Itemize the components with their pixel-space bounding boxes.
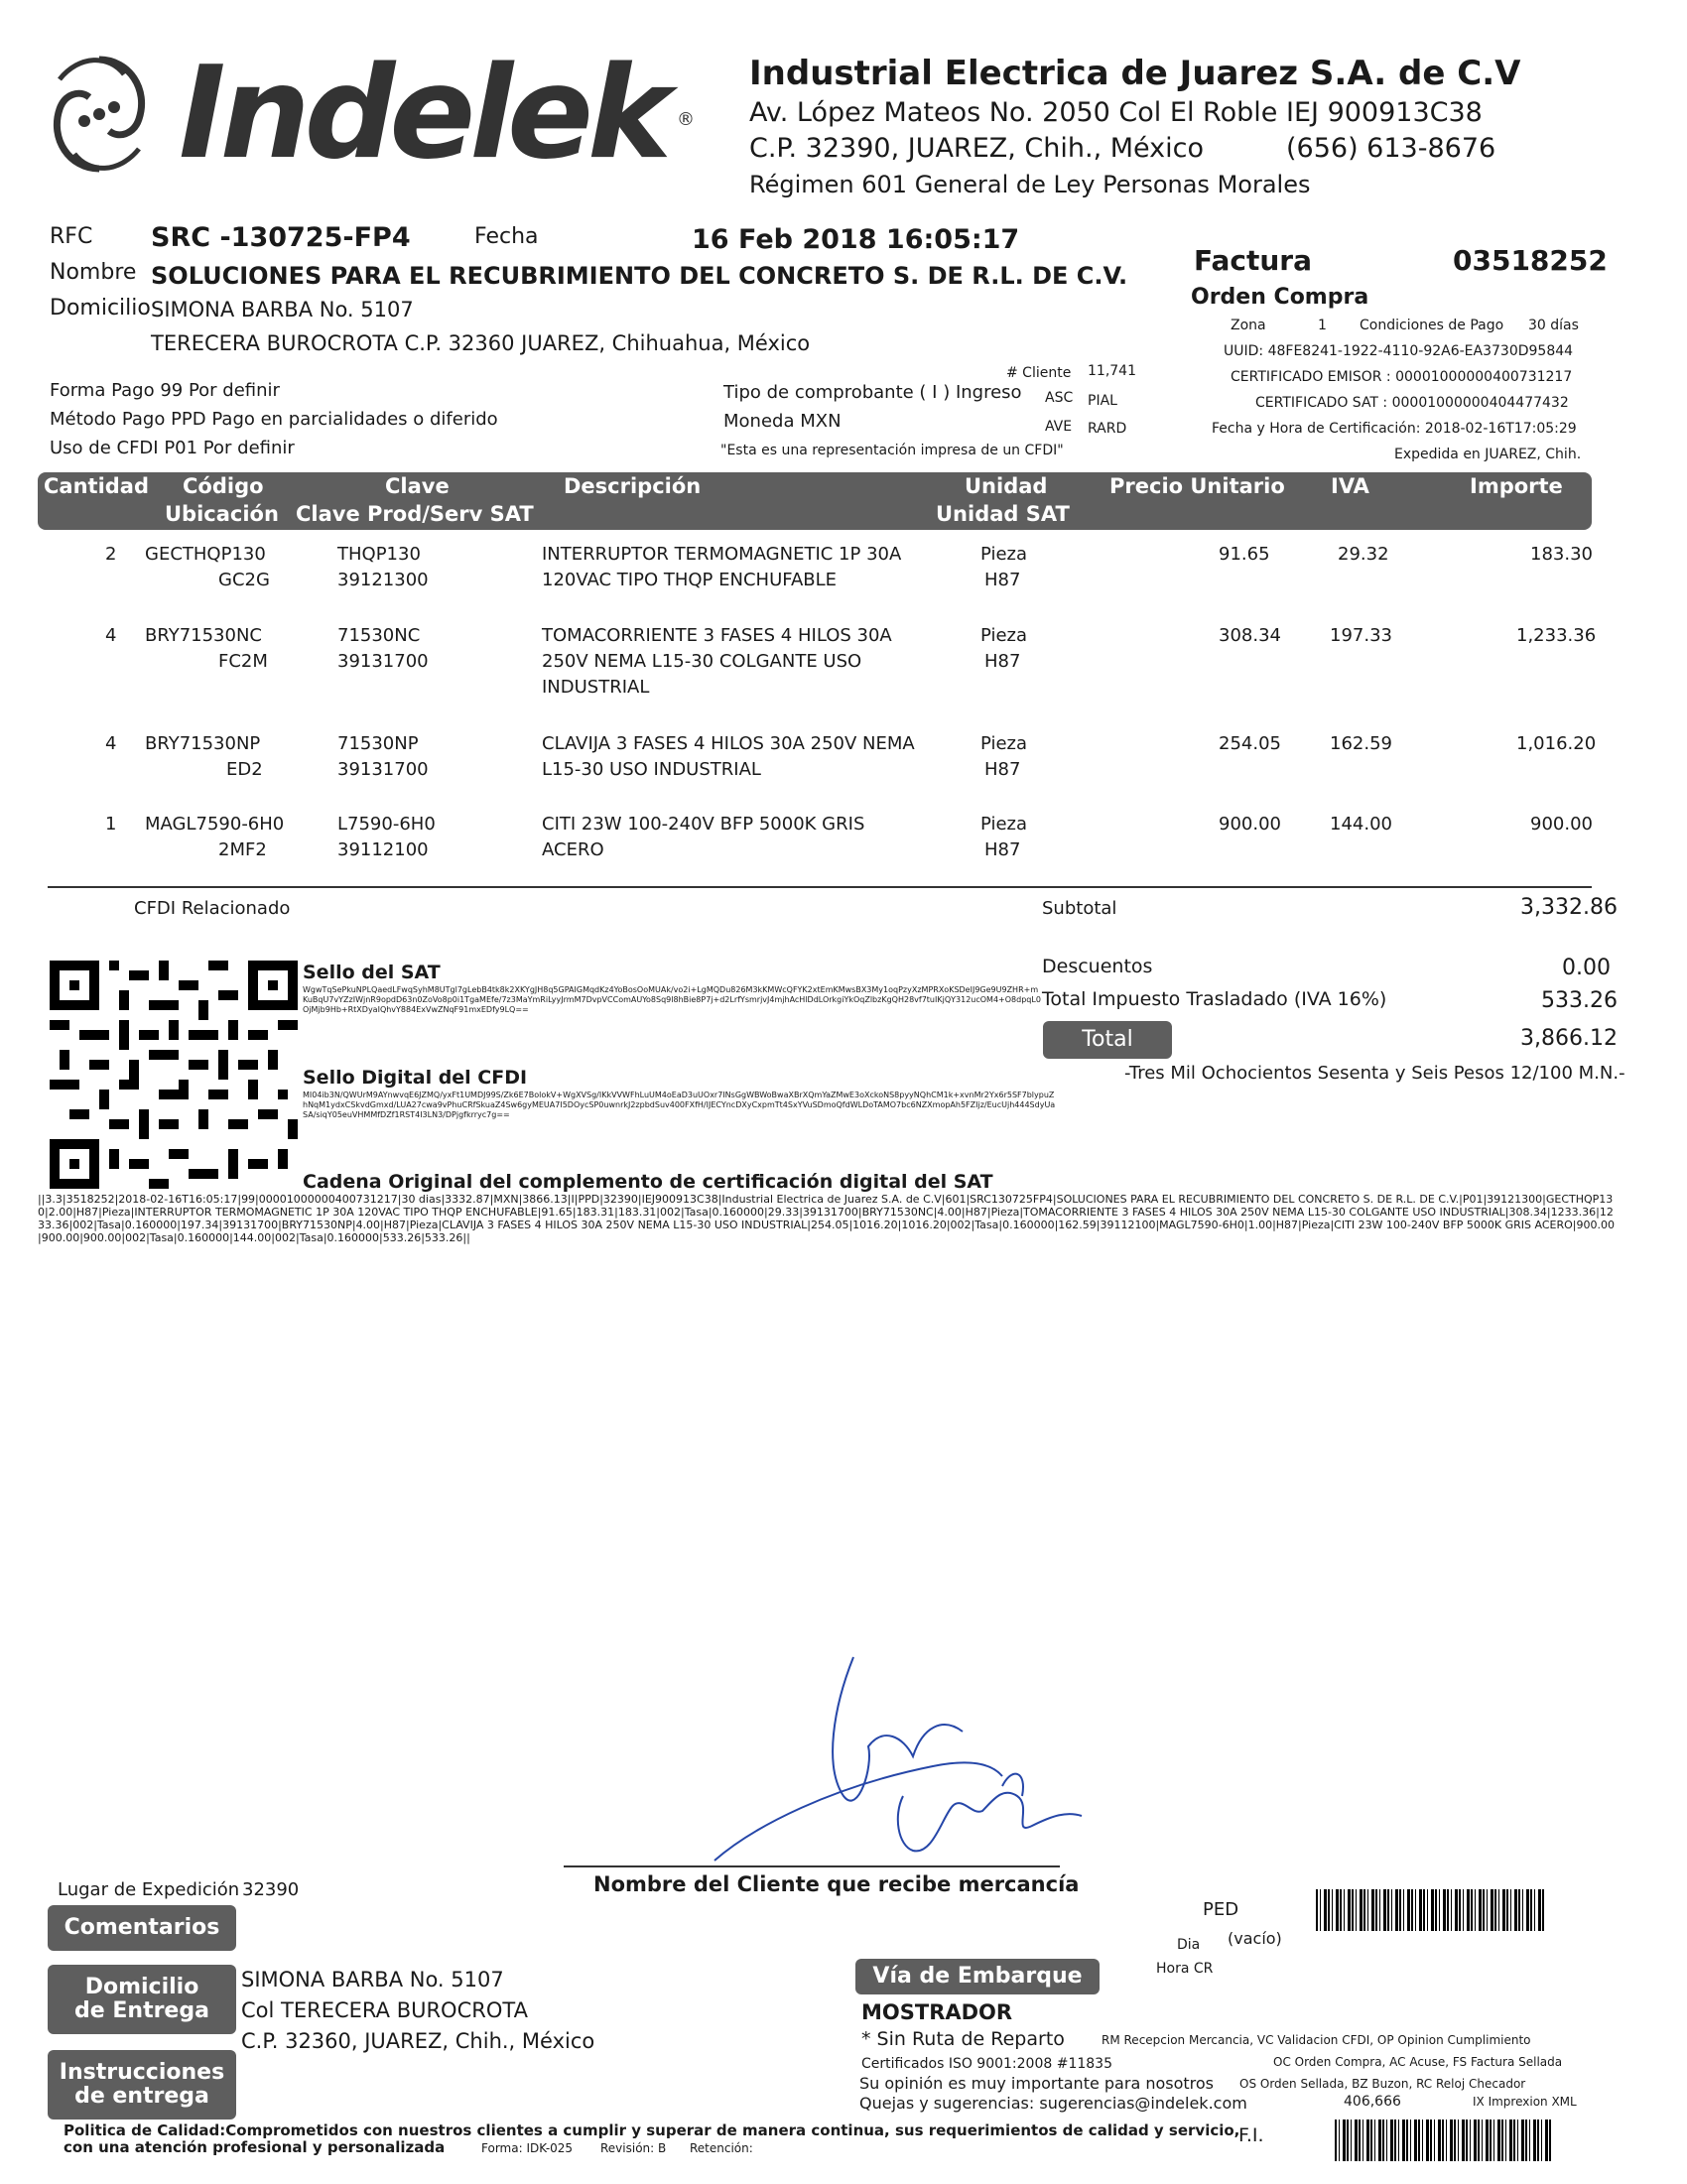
legend4: IX Imprexion XML (1473, 2095, 1577, 2109)
row-cantidad: 4 (105, 625, 117, 646)
cliente-recibe-label: Nombre del Cliente que recibe mercancía (593, 1872, 1080, 1896)
entrega-line3: C.P. 32360, JUAREZ, Chih., México (241, 2029, 595, 2053)
descuentos-label: Descuentos (1042, 956, 1153, 977)
quejas: Quejas y sugerencias: sugerencias@indelek.com (859, 2094, 1247, 2113)
cadena-label: Cadena Original del complemento de certificación digital del SAT (303, 1171, 993, 1193)
barcode-top (1316, 1889, 1546, 1931)
row-iva: 144.00 (1330, 814, 1392, 835)
vacio-value: (vacío) (1228, 1929, 1282, 1948)
row-clave: THQP130 (337, 544, 421, 565)
col-codigo: Código (183, 474, 264, 498)
row-importe: 183.30 (1530, 544, 1593, 565)
moneda: Moneda MXN (723, 411, 842, 432)
logo-wordmark: Indelek (179, 40, 666, 188)
row-cantidad: 2 (105, 544, 117, 565)
row-unidad: Pieza (980, 814, 1028, 835)
legend3: OS Orden Sellada, BZ Buzon, RC Reloj Checador (1239, 2077, 1526, 2091)
row-precio: 91.65 (1219, 544, 1270, 565)
nombre-label: Nombre (50, 260, 137, 285)
ave-value: RARD (1088, 421, 1127, 437)
hora-label: Hora CR (1156, 1961, 1214, 1977)
uso-cfdi: Uso de CFDI P01 Por definir (50, 438, 295, 458)
row-unidad: Pieza (980, 544, 1028, 565)
row-precio: 308.34 (1219, 625, 1281, 646)
lugar-value: 32390 (242, 1879, 300, 1900)
client-rfc: SRC -130725-FP4 (151, 222, 411, 253)
company-rfc: IEJ 900913C38 (1286, 97, 1483, 128)
client-name: SOLUCIONES PARA EL RECUBRIMIENTO DEL CONCRETO S. DE R.L. DE C.V. (151, 262, 1128, 290)
factura-number: 03518252 (1453, 244, 1608, 277)
row-unidad: Pieza (980, 733, 1028, 754)
row-codigo: GECTHQP130 (145, 544, 266, 565)
row-clave-sat: 39131700 (337, 651, 429, 672)
row-iva: 162.59 (1330, 733, 1392, 754)
col-unidad: Unidad (965, 474, 1048, 498)
row-desc1: TOMACORRIENTE 3 FASES 4 HILOS 30A (542, 625, 892, 646)
logo-swirl-icon (40, 40, 159, 189)
cadena-original: ||3.3|3518252|2018-02-16T16:05:17|99|00001000000400731217|30 dias|3332.87|MXN|3866.13|I|PPD|32390|IEJ900913C38|Industrial Electrica de Juarez S.A. de C.V|601|SRC130725FP4|SOLUCIONES PARA EL RECUBRIMIENTO DEL CONCRETO S. DE R.L. DE C.V.|P01|39121300|GECTHQP130|2.00|H87|Pieza|INTERRUPTOR TERMOMAGNETIC 1P 30A 120VAC TIPO THQP ENCHUFABLE|91.65|183.31|183.31|002|Tasa|0.160000|29.33|39131700|BRY71530NC|4.00|H87|Pieza|TOMACORRIENTE 3 FASES 4 HILOS 30A 250V NEMA L15-30 COLGANTE USO INDUSTRIAL|308.34|1233.36|1233.36|002|Tasa|0.160000|197.34|39131700|BRY71530NP|4.00|H87|Pieza|CLAVIJA 3 FASES 4 HILOS 30A 250V NEMA L15-30 USO INDUSTRIAL|254.05|1016.20|1016.20|002|Tasa|0.160000|162.59|39112100|MAGL7590-6H0|1.00|H87|Pieza|CITI 23W 100-240V BFP 5000K GRIS ACERO|900.00|900.00|900.00|002|Tasa|0.160000|144.00|002|Tasa|0.160000|533.26|533.26|| (38, 1193, 1615, 1244)
row-clave: 71530NP (337, 733, 419, 754)
row-codigo: BRY71530NP (145, 733, 261, 754)
domicilio-entrega-label: Domicilio de Entrega (48, 1965, 236, 2034)
instrucciones-label: Instrucciones de entrega (48, 2050, 236, 2120)
row-unidad-sat: H87 (984, 651, 1021, 672)
row-cantidad: 4 (105, 733, 117, 754)
sello-cfdi: MI04ib3N/QWUrM9AYnwvqE6JZMQ/yxFt1UMDJ99S/Zk6E7BolokV+WgXVSg/IKkVVWFhLuUM4oEaD3uUOxr7INsGgWBWoBwaXBrXQmYaZMwE3oXckoNS8pyyNQhCM1k+xvnMr2Yx6r5SF7blypuZhNqM1ydxCSkvdGmxd/LUA27cwa9vPhuCRfSkuaZ4Sw6gyMEUA7I5DOycSP0uwnrkJ2zpbdSuv400FXfH/IJECYncDXyCxpmTt4SxYVuSDmoQfdWLDoTAMO7bc6NZXmopAh5FZIjz/EucUjh444SdyUaSA/siqY05euVHMMfDZf1RST4I3LN3/DPjgfkrryc7g== (303, 1091, 1056, 1119)
forma-code: Forma: IDK-025 (481, 2141, 574, 2155)
entrega-line2: Col TERECERA BUROCROTA (241, 1998, 528, 2022)
revision: Revisión: B (600, 2141, 667, 2155)
ave-label: AVE (1045, 419, 1073, 435)
descuentos-value: 0.00 (1562, 956, 1611, 980)
col-iva: IVA (1331, 474, 1369, 498)
total-value: 3,866.12 (1520, 1026, 1618, 1051)
table-row (0, 814, 1687, 893)
row-precio: 900.00 (1219, 814, 1281, 835)
row-clave: L7590-6H0 (337, 814, 436, 835)
row-desc3: INDUSTRIAL (542, 677, 650, 698)
ped-label: PED (1203, 1899, 1239, 1920)
company-logo (40, 30, 695, 198)
tipo-comprobante: Tipo de comprobante ( I ) Ingreso (723, 382, 1022, 403)
legend1: RM Recepcion Mercancia, VC Validacion CFDI, OP Opinion Cumplimiento (1102, 2033, 1531, 2047)
impuesto-value: 533.26 (1541, 988, 1618, 1013)
company-address1: Av. López Mateos No. 2050 Col El Roble (749, 97, 1278, 128)
row-codigo: MAGL7590-6H0 (145, 814, 285, 835)
table-row (0, 544, 1687, 623)
representacion-cfdi: "Esta es una representación impresa de un CFDI" (720, 443, 1064, 458)
zona-value: 1 (1318, 318, 1327, 333)
via-embarque: MOSTRADOR (861, 2000, 1013, 2024)
row-desc1: CLAVIJA 3 FASES 4 HILOS 30A 250V NEMA (542, 733, 915, 754)
row-clave-sat: 39112100 (337, 839, 429, 860)
expedida-en: Expedida en JUAREZ, Chih. (1394, 447, 1582, 462)
metodo-pago: Método Pago PPD Pago en parcialidades o diferido (50, 409, 498, 430)
company-regimen: Régimen 601 General de Ley Personas Morales (749, 171, 1311, 198)
condiciones-value: 30 días (1528, 318, 1579, 333)
impuesto-label: Total Impuesto Trasladado (IVA 16%) (1042, 988, 1387, 1010)
row-importe: 1,016.20 (1516, 733, 1597, 754)
company-name: Industrial Electrica de Juarez S.A. de C.V (749, 54, 1521, 93)
total-letra: -Tres Mil Ochocientos Sesenta y Seis Pesos 12/100 M.N.- (1124, 1063, 1625, 1084)
invoice-date: 16 Feb 2018 16:05:17 (692, 224, 1020, 255)
table-row (0, 625, 1687, 724)
retencion: Retención: (690, 2141, 753, 2155)
politica-calidad-2: con una atención profesional y personalizada (64, 2138, 446, 2156)
col-clave: Clave (385, 474, 450, 498)
factura-label: Factura (1194, 244, 1312, 277)
client-signature (675, 1647, 1171, 1885)
row-iva: 29.32 (1338, 544, 1389, 565)
row-ubicacion: FC2M (218, 651, 268, 672)
col-precio: Precio Unitario (1109, 474, 1285, 498)
row-clave: 71530NC (337, 625, 421, 646)
rfc-label: RFC (50, 224, 93, 249)
col-ubicacion: Ubicación (165, 502, 279, 526)
row-importe: 1,233.36 (1516, 625, 1597, 646)
table-row (0, 733, 1687, 813)
via-embarque-label: Vía de Embarque (855, 1959, 1100, 1994)
dia-label: Dia (1177, 1937, 1201, 1953)
forma-pago: Forma Pago 99 Por definir (50, 380, 280, 401)
row-ubicacion: GC2G (218, 570, 270, 590)
asc-label: ASC (1045, 390, 1074, 406)
comentarios-label: Comentarios (48, 1905, 236, 1951)
domicilio-label: Domicilio (50, 296, 151, 321)
row-ubicacion: ED2 (226, 759, 263, 780)
entrega-line1: SIMONA BARBA No. 5107 (241, 1968, 504, 1991)
company-phone: (656) 613-8676 (1286, 133, 1496, 164)
row-unidad-sat: H87 (984, 759, 1021, 780)
row-desc2: L15-30 USO INDUSTRIAL (542, 759, 761, 780)
registered-icon: ® (677, 109, 695, 130)
cert-emisor: CERTIFICADO EMISOR : 00001000000400731217 (1231, 369, 1573, 385)
row-clave-sat: 39121300 (337, 570, 429, 590)
fecha-label: Fecha (474, 224, 539, 249)
row-desc2: 120VAC TIPO THQP ENCHUFABLE (542, 570, 838, 590)
row-precio: 254.05 (1219, 733, 1281, 754)
row-importe: 900.00 (1530, 814, 1593, 835)
iso: Certificados ISO 9001:2008 #11835 (861, 2056, 1112, 2072)
barcode-bottom (1335, 2120, 1553, 2161)
col-clave-sat: Clave Prod/Serv SAT (296, 502, 534, 526)
politica-calidad: Politica de Calidad:Comprometidos con nuestros clientes a cumplir y superar de manera continua, sus requerimientos de calidad y servicio, (64, 2121, 1240, 2139)
row-unidad-sat: H87 (984, 570, 1021, 590)
orden-compra-label: Orden Compra (1191, 285, 1369, 310)
lugar-label: Lugar de Expedición (58, 1879, 240, 1900)
subtotal-value: 3,332.86 (1520, 895, 1618, 920)
row-unidad-sat: H87 (984, 839, 1021, 860)
client-address1: SIMONA BARBA No. 5107 (151, 298, 414, 321)
legend2: OC Orden Compra, AC Acuse, FS Factura Sellada (1273, 2055, 1563, 2069)
row-desc1: INTERRUPTOR TERMOMAGNETIC 1P 30A (542, 544, 902, 565)
row-desc1: CITI 23W 100-240V BFP 5000K GRIS (542, 814, 865, 835)
row-iva: 197.33 (1330, 625, 1392, 646)
company-address2: C.P. 32390, JUAREZ, Chih., México (749, 133, 1205, 164)
signature-line (564, 1865, 1060, 1867)
table-divider (48, 886, 1592, 888)
asc-value: PIAL (1088, 393, 1117, 409)
cert-sat: CERTIFICADO SAT : 00001000000404477432 (1255, 395, 1569, 411)
col-descripcion: Descripción (564, 474, 702, 498)
row-unidad: Pieza (980, 625, 1028, 646)
sello-sat-label: Sello del SAT (303, 962, 441, 983)
row-ubicacion: 2MF2 (218, 839, 267, 860)
table-header (38, 472, 1592, 530)
cfdi-relacionado: CFDI Relacionado (134, 898, 291, 919)
col-importe: Importe (1470, 474, 1563, 498)
fecha-certificacion: Fecha y Hora de Certificación: 2018-02-16T17:05:29 (1212, 421, 1577, 437)
cliente-num-label: # Cliente (1006, 365, 1072, 381)
row-codigo: BRY71530NC (145, 625, 262, 646)
qr-code (50, 961, 298, 1189)
legend4-num: 406,666 (1344, 2094, 1401, 2110)
row-cantidad: 1 (105, 814, 117, 835)
cliente-num: 11,741 (1088, 363, 1136, 379)
col-unidad-sat: Unidad SAT (936, 502, 1070, 526)
ruta: * Sin Ruta de Reparto (861, 2028, 1065, 2050)
condiciones-label: Condiciones de Pago (1360, 318, 1504, 333)
opinion: Su opinión es muy importante para nosotros (859, 2074, 1215, 2093)
sello-sat: WgwTqSePkuNPLQaedLFwqSyhM8UTgl7gLebB4tk8k2XKYgJH8q5GPAIGMqdKz4YoBosOoMUAk/vo2i+LgMQDu826M3kKMWcQFYK2xtEmKMwsBX3My1oqPzyXzMPRXoKSDeIJ9Ge9U9ZHR+mKuBqU7vYZzIWjnR9opdD63n0ZoVo8p0i1TgaMEfe/7z3MaYmRiLyyJrmM7DvpVCComAUYo8Sq9l8hBie8P7j+d2LrfYsmrjvJ4mjhAcHlDdLOrkgiYkOqZlbzKgQH28vf7tuIKjQY312ucOM4+O8dpqL0OjMjb9Hb+RtXDyaIQhvY884ExVwZNqF91mxEDfy9LQ== (303, 985, 1041, 1014)
client-address2: TERECERA BUROCROTA C.P. 32360 JUAREZ, Chihuahua, México (151, 331, 811, 355)
subtotal-label: Subtotal (1042, 898, 1117, 919)
zona-label: Zona (1231, 318, 1266, 333)
row-clave-sat: 39131700 (337, 759, 429, 780)
sello-cfdi-label: Sello Digital del CFDI (303, 1067, 528, 1089)
total-label: Total (1043, 1021, 1172, 1059)
uuid: UUID: 48FE8241-1922-4110-92A6-EA3730D95844 (1224, 343, 1574, 359)
row-desc2: 250V NEMA L15-30 COLGANTE USO (542, 651, 862, 672)
fi-label: F.I. (1238, 2124, 1264, 2146)
row-desc2: ACERO (542, 839, 604, 860)
col-cantidad: Cantidad (44, 474, 150, 498)
